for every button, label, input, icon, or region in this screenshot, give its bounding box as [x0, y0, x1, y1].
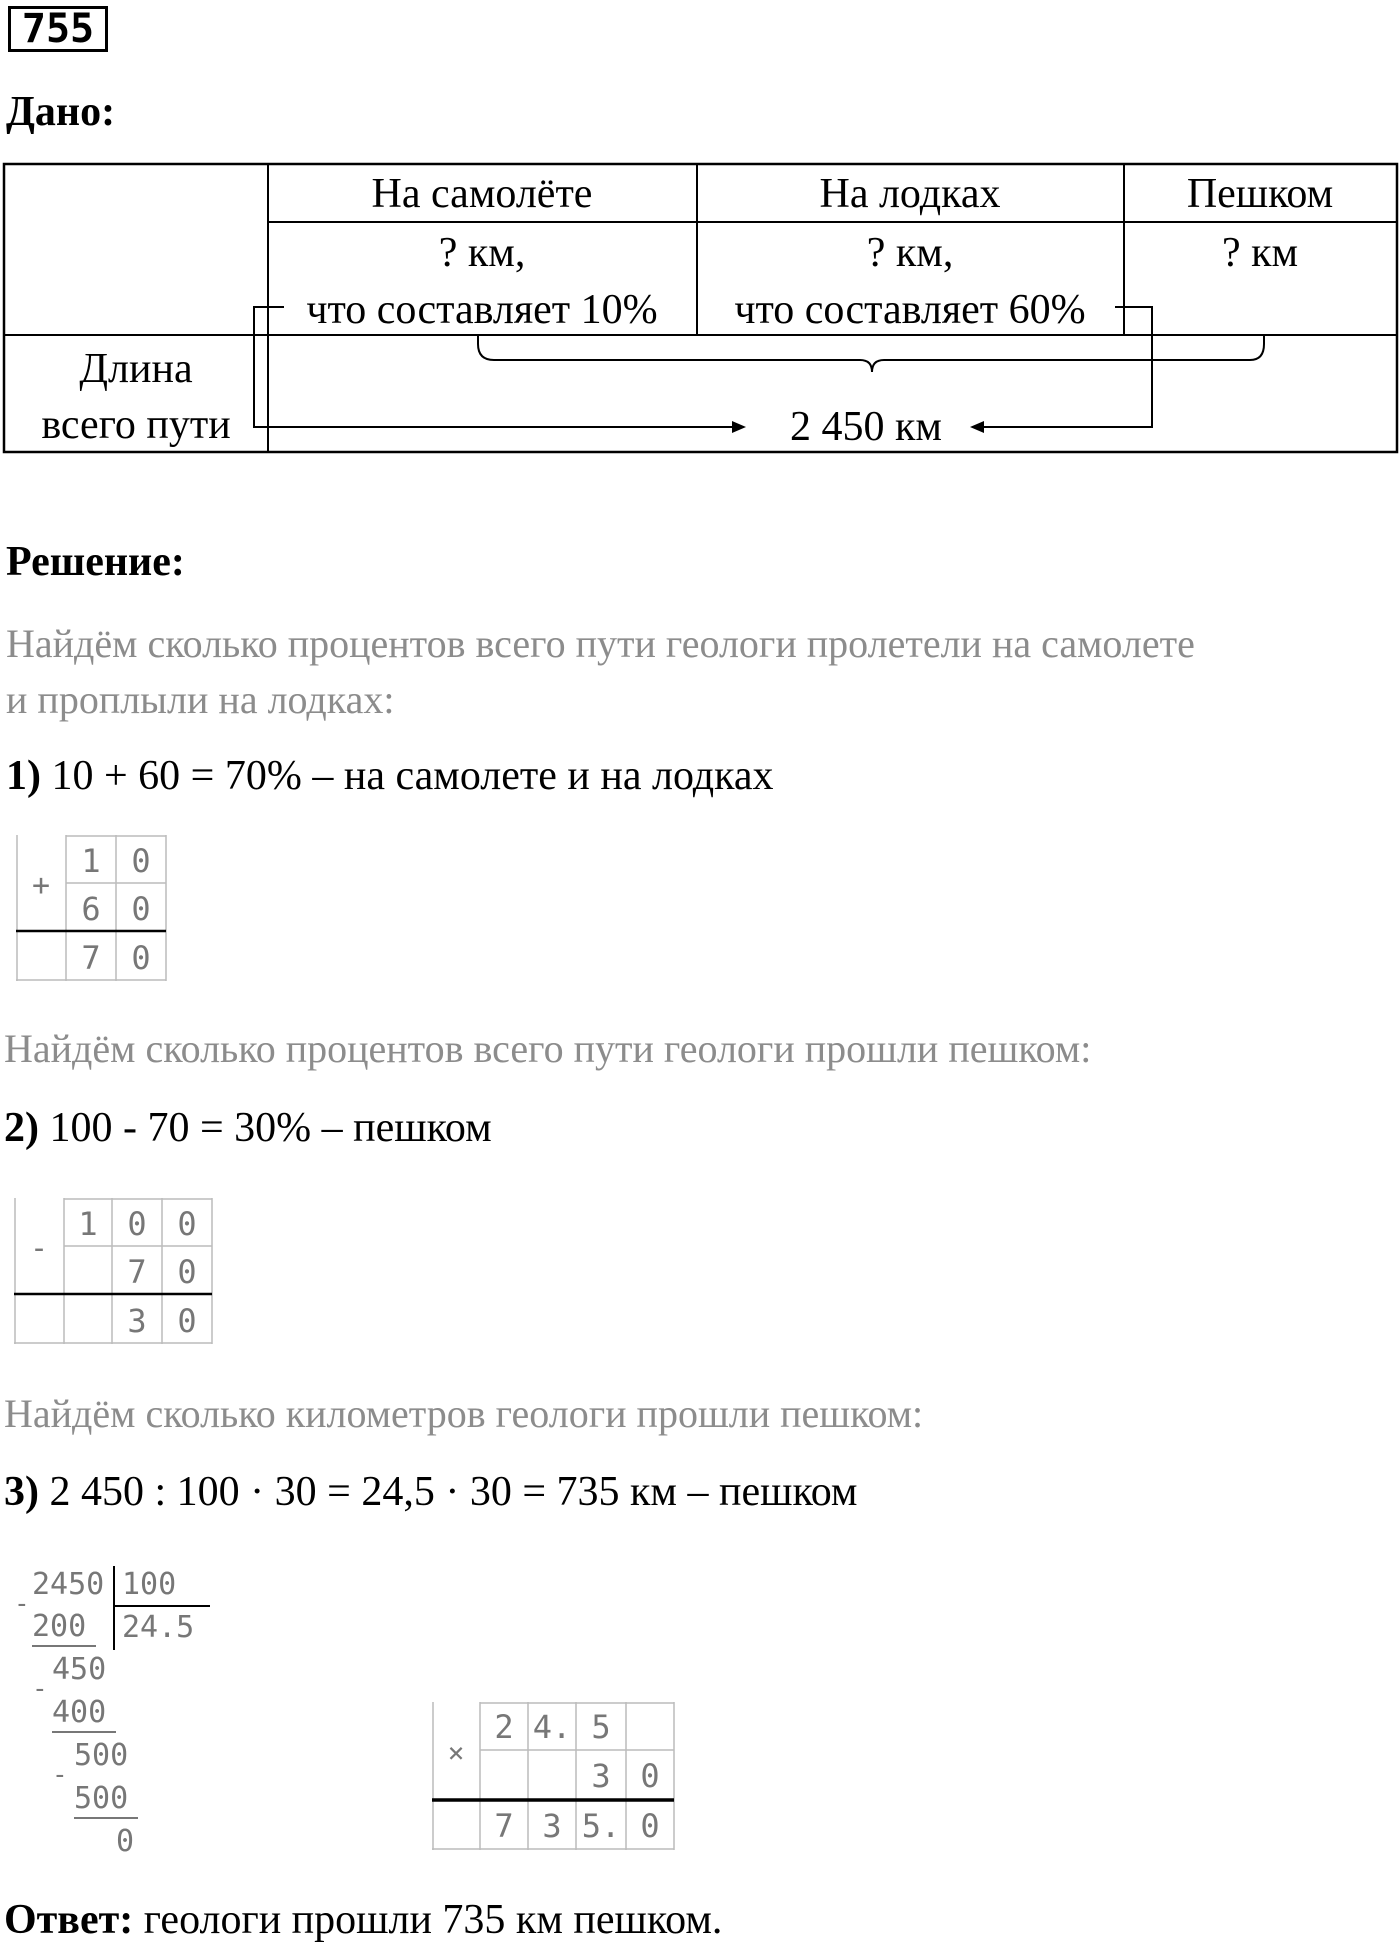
calc3-digit: 4. — [532, 1708, 572, 1746]
addition-calc — [16, 835, 168, 981]
header-plane: На самолёте — [371, 171, 593, 217]
division-line: 200 — [32, 1609, 87, 1644]
times-sign: × — [447, 1736, 465, 1769]
intro-text-1-line1: Найдём сколько процентов всего пути геологи пролетели на самолете — [6, 621, 1195, 666]
header-walk: Пешком — [1186, 171, 1334, 217]
division-line: 450 — [52, 1652, 107, 1687]
given-table — [0, 160, 1400, 460]
step-2 — [4, 1104, 492, 1152]
plus-sign: + — [31, 868, 51, 903]
calc3-digit: 5. — [581, 1807, 621, 1845]
solution-heading: Решение: — [6, 539, 185, 585]
minus-sign: - — [14, 1589, 30, 1619]
calc2-digit: 0 — [177, 1205, 197, 1243]
calc1-digit: 0 — [131, 842, 151, 880]
total-distance: 2 450 км — [790, 404, 942, 450]
quotient: 24.5 — [122, 1610, 195, 1645]
boat-percent: что составляет 60% — [734, 287, 1086, 333]
boat-distance: ? км, — [866, 230, 954, 276]
division-line: 500 — [74, 1738, 129, 1773]
long-division — [10, 1560, 220, 1870]
answer-label: Ответ: — [4, 1897, 134, 1943]
total-label-line2: всего пути — [41, 402, 231, 448]
step-1-number: 1) — [6, 753, 41, 799]
step-3-text: 2 450 : 100 · 30 = 24,5 · 30 = 735 км – пешком — [39, 1469, 858, 1515]
minus-sign: - — [32, 1674, 48, 1704]
calc2-digit: 7 — [127, 1253, 147, 1291]
step-2-text: 100 - 70 = 30% – пешком — [39, 1105, 492, 1151]
given-heading: Дано: — [6, 89, 116, 135]
calc3-digit: 3 — [542, 1807, 562, 1845]
step-3-number: 3) — [4, 1469, 39, 1515]
answer-text: геологи прошли 735 км пешком. — [133, 1897, 723, 1943]
calc2-digit: 1 — [78, 1205, 98, 1243]
division-line: 0 — [116, 1824, 135, 1859]
divisor: 100 — [122, 1567, 177, 1602]
dividend: 2450 — [32, 1567, 105, 1602]
plane-distance: ? км, — [438, 230, 526, 276]
division-line: 400 — [52, 1695, 107, 1730]
intro-text-1-line2: и проплыли на лодках: — [6, 677, 395, 722]
intro-text-3: Найдём сколько километров геологи прошли пешком: — [4, 1391, 924, 1436]
plane-arrow-head — [732, 421, 746, 433]
multiplication-calc — [432, 1702, 680, 1852]
division-line: 500 — [74, 1781, 129, 1816]
calc2-digit: 0 — [177, 1302, 197, 1340]
total-label-line1: Длина — [79, 346, 193, 392]
problem-number: 755 — [8, 6, 108, 52]
intro-text-1 — [6, 616, 1396, 728]
calc2-digit: 3 — [127, 1302, 147, 1340]
calc2-digit: 0 — [127, 1205, 147, 1243]
calc3-digit: 0 — [640, 1757, 660, 1795]
step-1 — [6, 752, 774, 800]
calc3-digit: 7 — [494, 1807, 514, 1845]
step-3 — [4, 1468, 858, 1516]
calc1-digit: 6 — [81, 890, 101, 928]
calc3-digit: 2 — [494, 1708, 514, 1746]
calc1-digit: 0 — [131, 890, 151, 928]
intro-text-2: Найдём сколько процентов всего пути геологи прошли пешком: — [4, 1026, 1092, 1071]
minus-sign: - — [52, 1760, 68, 1790]
step-2-number: 2) — [4, 1105, 39, 1151]
plane-percent: что составляет 10% — [306, 287, 658, 333]
calc2-digit: 0 — [177, 1253, 197, 1291]
walk-distance: ? км — [1221, 230, 1299, 276]
calc1-digit: 7 — [81, 939, 101, 977]
answer — [4, 1896, 722, 1944]
step-1-text: 10 + 60 = 70% – на самолете и на лодках — [41, 753, 774, 799]
minus-sign: - — [29, 1231, 49, 1266]
boat-arrow-head — [970, 421, 984, 433]
calc3-digit: 0 — [640, 1807, 660, 1845]
header-boat: На лодках — [819, 171, 1001, 217]
calc1-digit: 0 — [131, 939, 151, 977]
sum-brace — [478, 335, 1264, 372]
calc1-digit: 1 — [81, 842, 101, 880]
subtraction-calc — [14, 1198, 214, 1344]
calc3-digit: 3 — [591, 1757, 611, 1795]
calc3-digit: 5 — [591, 1708, 611, 1746]
